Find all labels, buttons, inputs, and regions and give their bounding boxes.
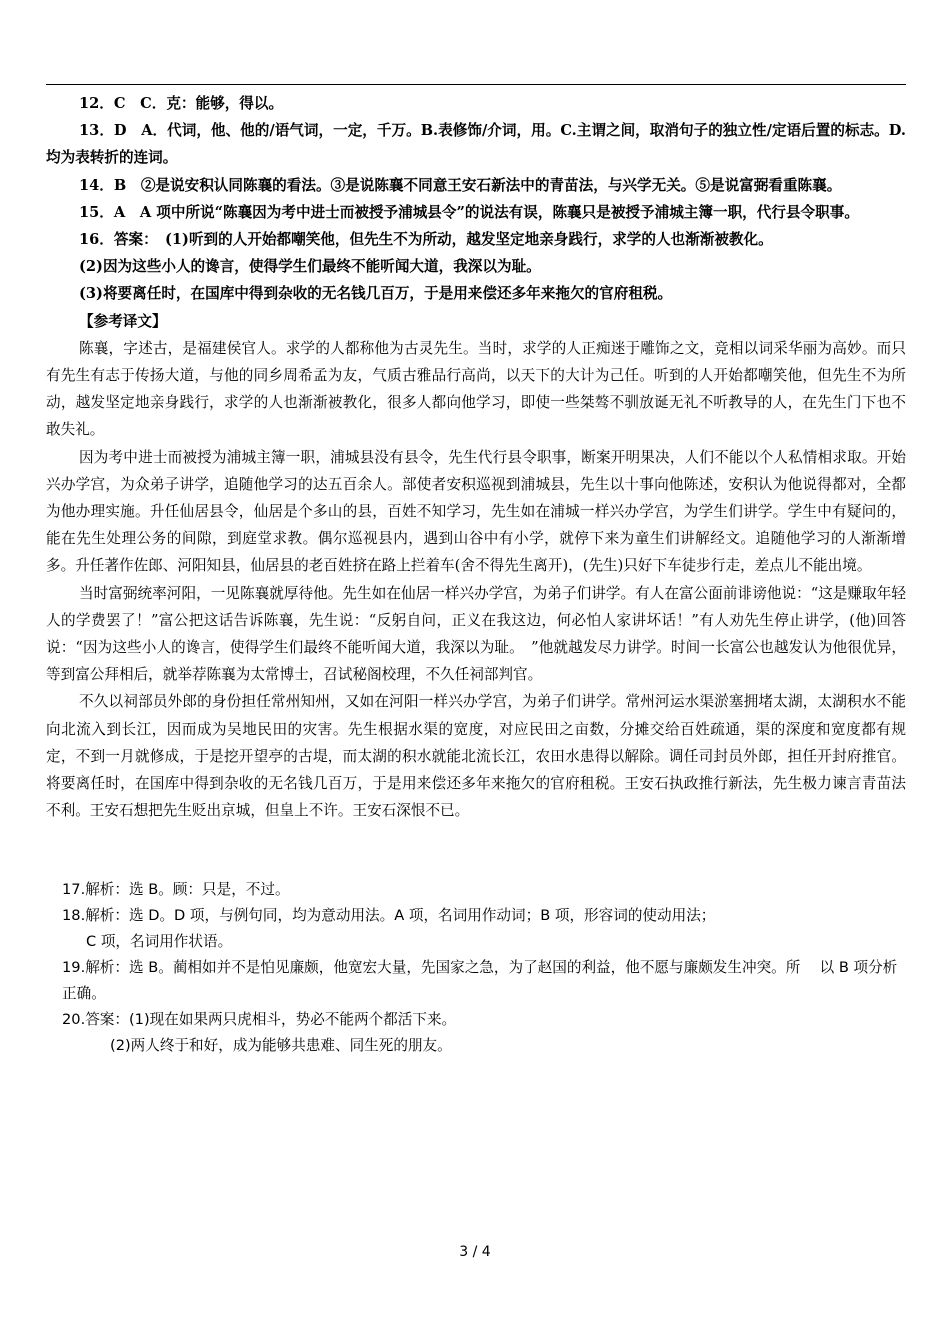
answer-section	[46, 90, 906, 824]
answer-20: 20.答案：(1)现在如果两只虎相斗，势必不能两个都活下来。	[62, 1011, 457, 1028]
answer-16: 16．答案： (1)听到的人开始都嘲笑他，但先生不为所动，越发坚定地亲身践行，求学的人也渐渐被教化。	[79, 231, 773, 249]
answer-19: 19.解析：选 B。蔺相如并不是怕见廉颇，他宽宏大量，先国家之急，为了赵国的利益，他不愿与廉颇发生冲突。所 以 B 项分析正确。	[62, 959, 898, 1002]
translation-paragraph: 因为考中进士而被授为浦城主簿一职，浦城县没有县令，先生代行县令职事，断案开明果决，人们不能以个人私情相求取。开始兴办学宫，为众弟子讲学，追随他学习的达五百余人。部使者安积巡视到浦城县，先生以十事向他陈述，安积认为他说得都对，全都为他办理实施。升任仙居县令，仙居是个多山的县，百姓不知学习，先生如在浦城一样兴办学宫，为学生们讲学。学生中有疑问的，能在先生处理公务的间隙，到庭堂求教。偶尔巡视县内，遇到山谷中有小学，就停下来为童生们讲解经文。追随他学习的人渐渐增多。升任著作佐郎、河阳知县，仙居县的老百姓挤在路上拦着车(舍不得先生离开)，(先生)只好下车徒步行走，差点儿不能出境。	[46, 448, 906, 575]
answer-13: 13．D A．代词，他、他的/语气词，一定，千万。B.表修饰/介词，用。C.主谓之间，取消句子的独立性/定语后置的标志。D.均为表转折的连词。	[46, 122, 906, 167]
page-number: 3 / 4	[459, 1244, 491, 1260]
answer-15: 15．A A 项中所说“陈襄因为考中进士而被授予浦城县令”的说法有误，陈襄只是被授予浦城主簿一职，代行县令职事。	[79, 203, 859, 221]
answer-18: 18.解析：选 D。D 项，与例句同，均为意动用法。A 项，名词用作动词；B 项，形容词的使动用法；	[62, 907, 716, 924]
answer-16-line-2: (2)因为这些小人的谗言，使得学生们最终不能听闻大道，我深以为耻。	[79, 258, 541, 276]
answer-20-continued: (2)两人终于和好，成为能够共患难、同生死的朋友。	[110, 1037, 452, 1054]
answer-section-2	[62, 877, 906, 1059]
translation-paragraph: 不久以祠部员外郎的身份担任常州知州，又如在河阳一样兴办学宫，为弟子们讲学。常州河运水渠淤塞拥堵太湖，太湖积水不能向北流入到长江，因而成为吴地民田的灾害。先生根据水渠的宽度，对应民田之亩数，分摊交给百姓疏通，渠的深度和宽度都有规定，不到一月就修成，于是挖开望亭的古堤，而太湖的积水就能北流长江，农田水患得以解除。调任司封员外郎，担任开封府推官。将要离任时，在国库中得到杂收的无名钱几百万，于是用来偿还多年来拖欠的官府租税。王安石执政推行新法，先生极力谏言青苗法不利。王安石想把先生贬出京城，但皇上不许。王安石深恨不已。	[46, 693, 906, 820]
answer-16-line-3: (3)将要离任时，在国库中得到杂收的无名钱几百万，于是用来偿还多年来拖欠的官府租税。	[79, 285, 673, 303]
header-rule	[46, 84, 906, 85]
answer-18-continued: C 项，名词用作状语。	[86, 933, 233, 950]
translation-paragraph: 当时富弼统率河阳，一见陈襄就厚待他。先生如在仙居一样兴办学宫，为弟子们讲学。有人在富公面前诽谤他说：“这是赚取年轻人的学费罢了！”富公把这话告诉陈襄，先生说：“反躬自问，正义在我这边，何必怕人家讲坏话！”有人劝先生停止讲学，(他)回答说：“因为这些小人的谗言，使得学生们最终不能听闻大道，我深以为耻。 ”他就越发尽力讲学。时间一长富公也越发认为他很优异，等到富公拜相后，就举荐陈襄为太常博士，召试秘阁校理，不久任祠部判官。	[46, 584, 906, 684]
answer-12: 12．C C．克：能够，得以。	[79, 95, 284, 112]
answer-14: 14．B ②是说安积认同陈襄的看法。③是说陈襄不同意王安石新法中的青苗法，与兴学无关。⑤是说富弼看重陈襄。	[79, 176, 842, 194]
answer-17: 17.解析：选 B。顾：只是，不过。	[62, 881, 290, 898]
translation-paragraph: 陈襄，字述古，是福建侯官人。求学的人都称他为古灵先生。当时，求学的人正痴迷于雕饰之文，竞相以词采华丽为高妙。而只有先生有志于传扬大道，与他的同乡周希孟为友，气质古雅品行高尚，以天下的大计为己任。听到的人开始都嘲笑他，但先生不为所动，越发坚定地亲身践行，求学的人也渐渐被教化，很多人都向他学习，即使一些桀骜不驯放诞无礼不听教导的人，在先生门下也不敢失礼。	[46, 339, 906, 439]
translation-heading: 【参考译文】	[79, 312, 167, 330]
